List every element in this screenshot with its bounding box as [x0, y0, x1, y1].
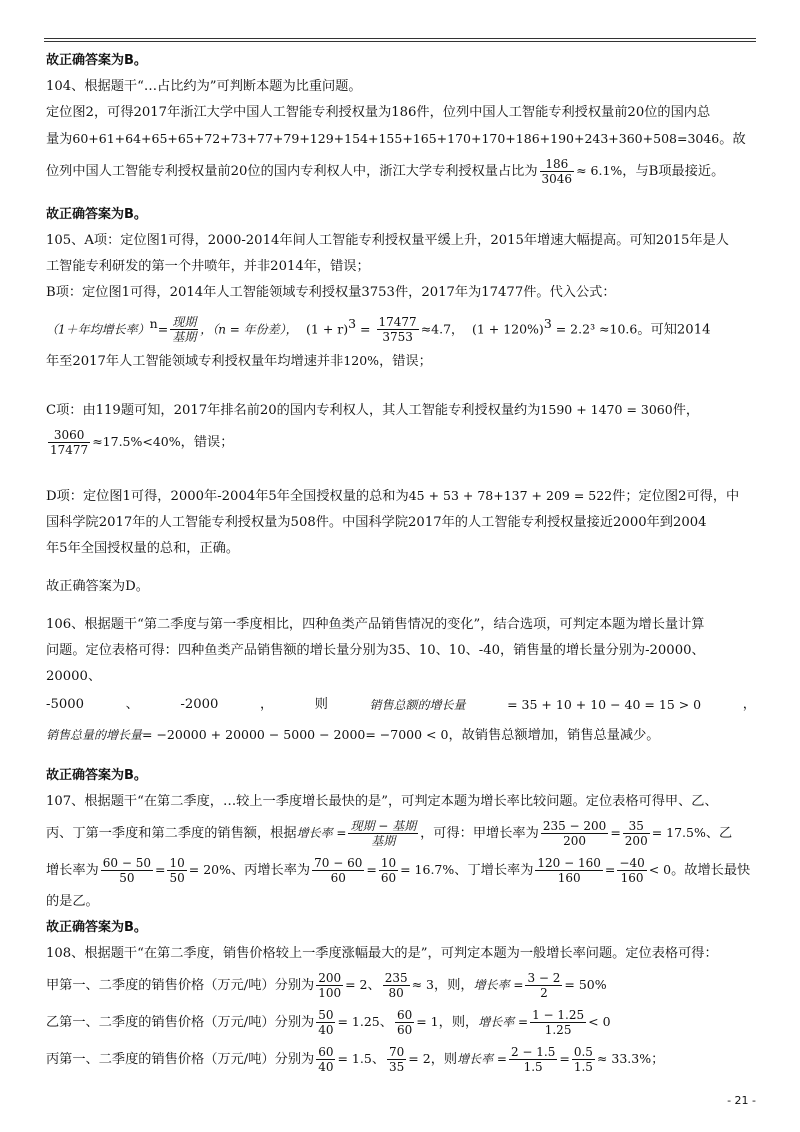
answer-line: 故正确答案为B。 [46, 53, 147, 68]
page-number: - 21 - [727, 1094, 756, 1107]
answer-line: 故正确答案为B。 [46, 768, 147, 784]
fraction: $\frac{235}{80}$ [384, 971, 408, 1001]
fraction: $\frac{60}{40}$ [318, 1045, 334, 1075]
answer-line: 故正确答案为B。 [46, 207, 147, 222]
sum-formula: 60+61+64+65+65+72+73+77+79+129+154+155+165+170+170+186+190+243+360+508=3046 [72, 131, 720, 146]
fraction: $\frac{70}{35}$ [389, 1045, 405, 1075]
q108-line-2: 甲第一、二季度的销售价格（万元/吨）分别为 $\frac{200}{100}$ = 2、 $\frac{235}{80}$ ≈ 3，则，增长率 = $\frac{3 - 2}{2}$ = 50% [46, 971, 607, 1001]
q107-line-2: 丙、丁第一季度和第二季度的销售额，根据增长率 = 现期 − 基期 基期 ，可得：甲增长率为 $\frac{235 - 200}{200}$ = $\frac{35}{200}$ = 17.5%、乙 [46, 819, 733, 849]
fraction: $\frac{120 - 160}{160}$ [537, 856, 601, 886]
document-body [46, 48, 756, 1078]
q105-line-c: C项：由119题可知，2017年排名前20的国内专利权人，其人工智能专利授权量约为1590 + 1470 = 3060件， [46, 402, 700, 419]
q106-line-1: 106、根据题干“第二季度与第一季度相比，四种鱼类产品销售情况的变化”，结合选项，可判定本题为增长量计算 [46, 617, 705, 633]
q104-line-3: 量为60+61+64+65+65+72+73+77+79+129+154+155+165+170+170+186+190+243+360+508=3046。故 [46, 131, 746, 147]
fraction: $\frac{186}{3046}$ [541, 157, 573, 186]
fraction: $\frac{60}{60}$ [396, 1008, 413, 1038]
fraction: $\frac{50}{40}$ [318, 1008, 334, 1038]
q105-line-c2: $\frac{3060}{17477}$ ≈17.5%<40%，错误； [50, 428, 234, 458]
fraction: $\frac{10}{50}$ [169, 856, 185, 886]
q108-line-3: 乙第一、二季度的销售价格（万元/吨）分别为 $\frac{50}{40}$ = 1.25、 $\frac{60}{60}$ = 1，则，增长率 = $\frac{1 - 1.25}{1.25}$ < 0 [46, 1008, 611, 1038]
q107-line-1: 107、根据题干“在第二季度，…较上一季度增长最快的是”，可判定本题为增长率比较问题。定位表格可得甲、乙、 [46, 794, 718, 810]
fraction: $\frac{2 - 1.5}{1.5}$ [510, 1045, 556, 1075]
q104-line-4: 位列中国人工智能专利授权量前20位的国内专利权人中，浙江大学专利授权量占比为 $\frac{186}{3046}$ ≈ 6.1%，与B项最接近。 [46, 157, 725, 186]
q105-line-5: 年至2017年人工智能领域专利授权量年均增速并非120%，错误； [46, 353, 432, 370]
fraction: $\frac{17477}{3753}$ [378, 315, 417, 345]
fraction: $\frac{10}{60}$ [380, 856, 397, 886]
fraction: 现期 基期 [172, 315, 197, 345]
q107-line-3: 增长率为 $\frac{60 - 50}{50}$ = $\frac{10}{50}$ = 20%、丙增长率为 $\frac{70 - 60}{60}$ = $\frac{10}{60}$ = 16.7%、丁增长率为 $\frac{120 - 160}{160}$ = $\frac{-40}{160}$ < 0。故增长最快 [46, 856, 751, 886]
q105-line-1: 105、A项：定位图1可得，2000-2014年间人工智能专利授权量平缓上升，2015年增速大幅提高。可知2015年是人 [46, 233, 729, 248]
fraction: $\frac{235 - 200}{200}$ [542, 819, 607, 849]
q105-line-d2: 国科学院2017年的人工智能专利授权量为508件。中国科学院2017年的人工智能专利授权量接近2000年到2004 [46, 515, 707, 531]
q106-line-4: 销售总量的增长量= −20000 + 20000 − 5000 − 2000= −7000 < 0，故销售总额增加，销售总量减少。 [46, 727, 660, 744]
q108-line-1: 108、根据题干“在第二季度，销售价格较上一季度涨幅最大的是”，可判定本题为一般增长率问题。定位表格可得： [46, 946, 718, 962]
answer-line: 故正确答案为D。 [46, 579, 149, 595]
q106-line-2: 问题。定位表格可得：四种鱼类产品销售额的增长量分别为35、10、10、-40，销售量的增长量分别为-20000、20000、 [46, 643, 705, 685]
q105-line-3: B项：定位图1可得，2014年人工智能领域专利授权量3753件，2017年为17477件。代入公式： [46, 285, 616, 300]
fraction: $\frac{1 - 1.25}{1.25}$ [532, 1008, 585, 1038]
fraction: $\frac{3060}{17477}$ [50, 428, 89, 458]
fraction: $\frac{0.5}{1.5}$ [573, 1045, 593, 1075]
fraction: $\frac{200}{100}$ [318, 971, 342, 1001]
q104-line-2: 定位图2，可得2017年浙江大学中国人工智能专利授权量为186件，位列中国人工智能专利授权量前20位的国内总 [46, 105, 711, 120]
q104-line-1: 104、根据题干“…占比约为”可判断本题为比重问题。 [46, 79, 362, 94]
q105-formula-line: （1＋年均增长率）$^n$= 现期 基期 ，（n = 年份差）， $(1 + r)^3$ = $\frac{17477}{3753}$ ≈4.7， $(1 + 120\%)^3 = 2.2^3 \approx 10.6$。可知2014 [46, 315, 711, 345]
header-rule [44, 38, 756, 42]
fraction: $\frac{70 - 60}{60}$ [314, 856, 363, 886]
fraction: $\frac{3 - 2}{2}$ [527, 971, 561, 1001]
q106-line-3: -5000 、 -2000 ， 则 销售总额的增长量 = 35 + 10 + 10 − 40 = 15 > 0 ， [46, 697, 756, 713]
fraction: $\frac{-40}{160}$ [619, 856, 645, 886]
q105-line-2: 工智能专利研发的第一个井喷年，并非2014年，错误； [46, 259, 370, 274]
q108-line-4: 丙第一、二季度的销售价格（万元/吨）分别为 $\frac{60}{40}$ = 1.5、 $\frac{70}{35}$ = 2，则增长率 = $\frac{2 - 1.5}{1.5}$ = $\frac{0.5}{1.5}$ ≈ 33.3%； [46, 1045, 665, 1075]
q107-line-4: 的是乙。 [46, 894, 99, 910]
fraction: $\frac{60 - 50}{50}$ [102, 856, 151, 886]
answer-line: 故正确答案为B。 [46, 920, 147, 936]
fraction: $\frac{35}{200}$ [624, 819, 648, 849]
fraction: 现期 − 基期 基期 [350, 819, 417, 849]
q105-line-d3: 年5年全国授权量的总和，正确。 [46, 541, 240, 557]
q105-line-d: D项：定位图1可得，2000年-2004年5年全国授权量的总和为45 + 53 + 78+137 + 209 = 522件；定位图2可得，中 [46, 488, 740, 505]
